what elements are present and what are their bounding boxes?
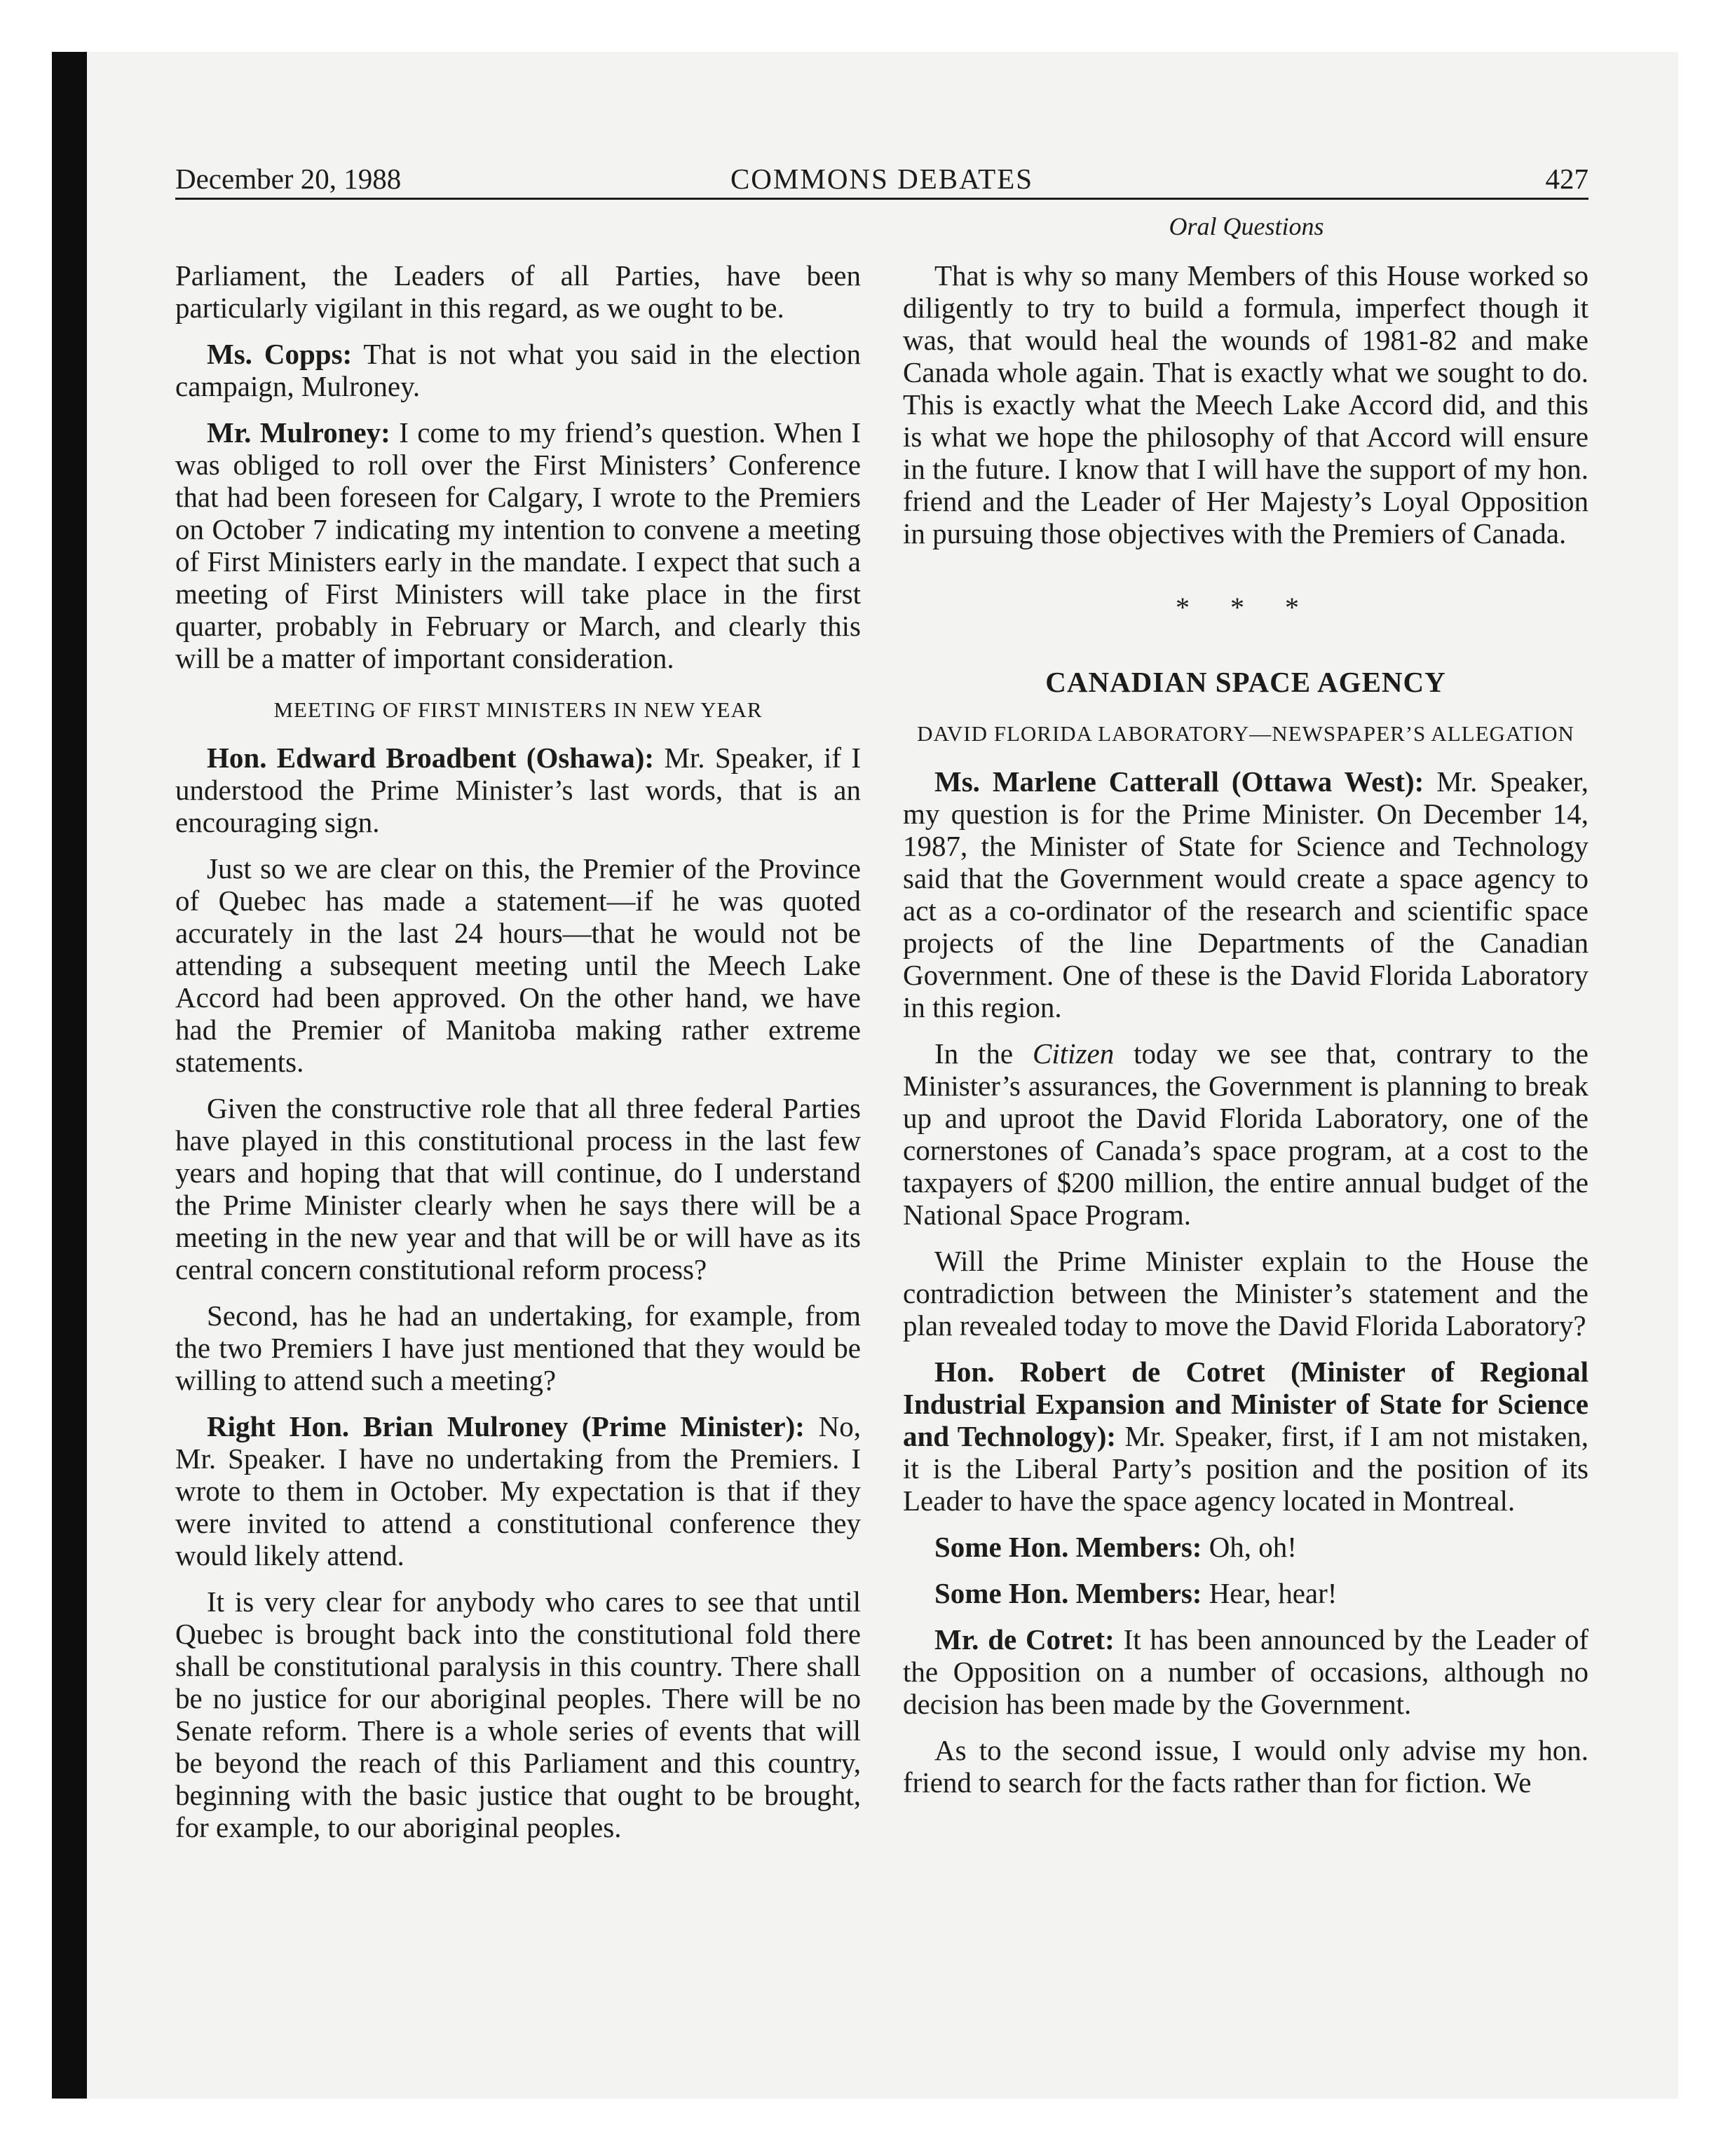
header-date: December 20, 1988: [175, 163, 402, 195]
speech-text: Hear, hear!: [1202, 1577, 1338, 1609]
speech-text: No, Mr. Speaker. I have no undertaking from the Premiers. I wrote to them in October. My expectation is that if they were invited to attend a constitutional conference they would likely attend.: [175, 1410, 862, 1571]
speaker-name: Some Hon. Members:: [934, 1531, 1202, 1563]
paragraph: [175, 338, 861, 402]
page-number: 427: [1545, 163, 1588, 195]
speaker-name: Ms. Copps:: [207, 338, 353, 370]
speaker-name: Mr. de Cotret:: [934, 1623, 1115, 1656]
header-rule: [175, 198, 1588, 200]
paragraph: [903, 1577, 1588, 1609]
paragraph: Parliament, the Leaders of all Parties, have been particularly vigilant in this regard, as we ought to be.: [175, 259, 861, 324]
paragraph: [175, 1410, 861, 1571]
section-label: Oral Questions: [1169, 212, 1324, 240]
paragraph: Just so we are clear on this, the Premier of the Province of Quebec has made a statement—if he was quoted accurately in the last 24 hours—that he would not be attending a subsequent meeting until the Meech Lake Accord had been approved. On the other hand, we have had the Premier of Manitoba making rather extreme statements.: [175, 852, 861, 1078]
page-header: [175, 160, 1588, 198]
speech-text: Mr. Speaker, my question is for the Prime Minister. On December 14, 1987, the Minister of State for Science and Technology said that the Government would create a space agency to act as a co-ordinator of the research and scientific space projects of the line Departments of the Canadian Government. One of these is the David Florida Laboratory in this region.: [903, 765, 1588, 1023]
paragraph: [175, 742, 861, 838]
speech-text: That is not what you said in the election campaign, Mulroney.: [175, 338, 861, 402]
main-heading: CANADIAN SPACE AGENCY: [1045, 666, 1446, 698]
speech-text: today we see that, contrary to the Minister’s assurances, the Government is planning to break up and uproot the David Florida Laboratory, one of the cornerstones of Canada’s space program, at a cost to the taxpayers of $200 million, the entire annual budget of the National Space Program.: [903, 1037, 1588, 1231]
speaker-name: Hon. Robert de Cotret (Minister of Regional Industrial Expansion and Minister of State for Science and Technology):: [903, 1356, 1588, 1452]
scan-binding-edge: [52, 52, 87, 2099]
paragraph: Given the constructive role that all three federal Parties have played in this constitutional process in the last few years and hoping that that will continue, do I understand the Prime Minister clearly when he says there will be a meeting in the new year and that will be or will have as its central concern constitutional reform process?: [175, 1092, 861, 1285]
paragraph: [175, 416, 861, 674]
paragraph: [903, 765, 1588, 1023]
subheading: MEETING OF FIRST MINISTERS IN NEW YEAR: [273, 697, 763, 722]
paragraph: It is very clear for anybody who cares to see that until Quebec is brought back into the constitutional fold there shall be constitutional paralysis in this country. There shall be no justice for our aboriginal peoples. There will be no Senate reform. There is a whole series of events that will be beyond the reach of this Parliament and this country, beginning with the basic justice that ought to be brought, for example, to our aboriginal peoples.: [175, 1585, 861, 1843]
speech-text: Oh, oh!: [1202, 1531, 1297, 1563]
speaker-name: Some Hon. Members:: [934, 1577, 1202, 1609]
speech-text: Mr. Speaker, if I understood the Prime Minister’s last words, that is an encouraging sign.: [175, 742, 862, 838]
left-column: [175, 259, 861, 1857]
paragraph: Will the Prime Minister explain to the House the contradiction between the Minister’s statement and the plan revealed today to move the David Florida Laboratory?: [903, 1245, 1588, 1342]
paragraph: As to the second issue, I would only advise my hon. friend to search for the facts rather than for fiction. We: [903, 1734, 1588, 1799]
right-column: [903, 259, 1588, 1813]
paragraph: [903, 1356, 1588, 1517]
subheading: DAVID FLORIDA LABORATORY—NEWSPAPER’S ALLEGATION: [917, 721, 1574, 746]
paragraph: [903, 1037, 1588, 1231]
speaker-name: Ms. Marlene Catterall (Ottawa West):: [934, 765, 1424, 798]
paragraph: [903, 1531, 1588, 1563]
section-separator: * * *: [1176, 592, 1316, 623]
speaker-name: Mr. Mulroney:: [207, 416, 390, 449]
paragraph: [903, 1623, 1588, 1720]
speaker-name: Hon. Edward Broadbent (Oshawa):: [207, 742, 655, 774]
speech-text: It has been announced by the Leader of the Opposition on a number of occasions, although no decision has been made by the Government.: [903, 1623, 1588, 1720]
speaker-name: Right Hon. Brian Mulroney (Prime Minister):: [207, 1410, 805, 1442]
speech-text: Mr. Speaker, first, if I am not mistaken, it is the Liberal Party’s position and the position of its Leader to have the space agency located in Montreal.: [903, 1420, 1588, 1517]
header-title: COMMONS DEBATES: [730, 163, 1034, 195]
speech-text: I come to my friend’s question. When I was obliged to roll over the First Ministers’ Conference that had been foreseen for Calgary, I wrote to the Premiers on October 7 indicating my intention to convene a meeting of First Ministers early in the mandate. I expect that such a meeting of First Ministers will take place in the first quarter, probably in February or March, and clearly this will be a matter of important consideration.: [175, 416, 861, 674]
speech-text: In the: [934, 1037, 1033, 1070]
paragraph: That is why so many Members of this House worked so diligently to try to build a formula, imperfect though it was, that would heal the wounds of 1981-82 and make Canada whole again. That is exactly what we sought to do. This is exactly what the Meech Lake Accord did, and this is what we hope the philosophy of that Accord will ensure in the future. I know that I will have the support of my hon. friend and the Leader of Her Majesty’s Loyal Opposition in pursuing those objectives with the Premiers of Canada.: [903, 259, 1588, 550]
paragraph: Second, has he had an undertaking, for example, from the two Premiers I have just mentioned that they would be willing to attend such a meeting?: [175, 1299, 861, 1396]
newspaper-title: Citizen: [1033, 1037, 1115, 1070]
